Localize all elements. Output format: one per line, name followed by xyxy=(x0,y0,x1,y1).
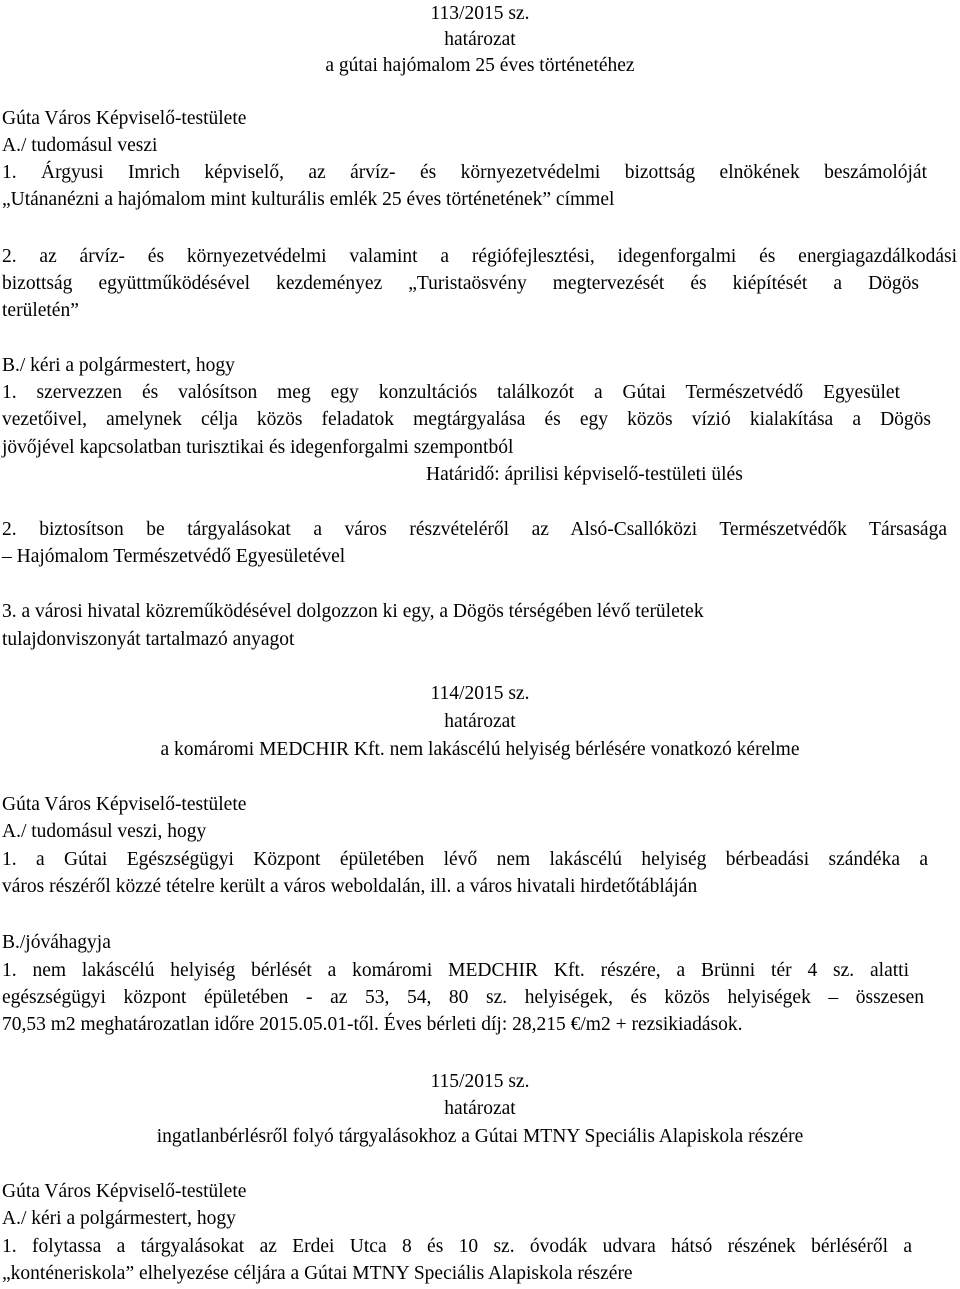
resolution-113-a1-line1: 1. Árgyusi Imrich képviselő, az árvíz- és környezetvédelmi bizottság elnökének beszámolóját xyxy=(2,162,927,183)
resolution-113-b1-line3: jövőjével kapcsolatban turisztikai és idegenforgalmi szempontból xyxy=(2,437,514,458)
resolution-113-b1-line2: vezetőivel, amelynek célja közös feladatok megtárgyalása és egy közös vízió kialakítása a Dögös xyxy=(2,409,931,430)
resolution-114-b1-line3: 70,53 m2 meghatározatlan időre 2015.05.01-től. Éves bérleti díj: 28,215 €/m2 + rezsikiadások. xyxy=(2,1014,743,1035)
resolution-114-type: határozat xyxy=(444,711,516,732)
resolution-113-b3-line1: 3. a városi hivatal közreműködésével dolgozzon ki egy, a Dögös térségében lévő területek xyxy=(2,601,704,622)
resolution-115-type: határozat xyxy=(444,1098,516,1119)
resolution-114-a1-line2: város részéről közzé tételre került a város weboldalán, ill. a város hivatali hirdetőtábláján xyxy=(2,876,698,897)
resolution-114-section-a: A./ tudomásul veszi, hogy xyxy=(2,821,207,842)
resolution-114-section-b: B./jóváhagyja xyxy=(2,932,111,953)
resolution-113-section-a: A./ tudomásul veszi xyxy=(2,135,158,156)
resolution-113-b3-line2: tulajdonviszonyát tartalmazó anyagot xyxy=(2,629,295,650)
resolution-113-type: határozat xyxy=(444,29,516,50)
resolution-113-a2-line3: területén” xyxy=(2,300,79,321)
resolution-113-a1-line2: „Utánanézni a hajómalom mint kulturális emlék 25 éves történetének” címmel xyxy=(2,189,615,210)
resolution-115-section-a: A./ kéri a polgármestert, hogy xyxy=(2,1208,236,1229)
resolution-113-deadline: Határidő: áprilisi képviselő-testületi ülés xyxy=(426,464,743,485)
resolution-113-section-b: B./ kéri a polgármestert, hogy xyxy=(2,355,235,376)
resolution-113-b2-line1: 2. biztosítson be tárgyalásokat a város részvételéről az Alsó-Csallóközi Természetvédők Társasága xyxy=(2,519,947,540)
resolution-114-subject: a komáromi MEDCHIR Kft. nem lakáscélú helyiség bérlésére vonatkozó kérelme xyxy=(160,739,800,760)
resolution-115-subject: ingatlanbérlésről folyó tárgyalásokhoz a Gútai MTNY Speciális Alapiskola részére xyxy=(156,1126,804,1147)
resolution-113-body: Gúta Város Képviselő-testülete xyxy=(2,108,247,129)
resolution-114-b1-line2: egészségügyi központ épületében - az 53, 54, 80 sz. helyiségek, és közös helyiségek – összesen xyxy=(2,987,924,1008)
resolution-113-b2-line2: – Hajómalom Természetvédő Egyesületével xyxy=(2,546,346,567)
resolution-115-a1-line1: 1. folytassa a tárgyalásokat az Erdei Utca 8 és 10 sz. óvodák udvara hátsó részének bérléséről a xyxy=(2,1236,912,1257)
resolution-113-number: 113/2015 sz. xyxy=(430,3,530,24)
resolution-114-number: 114/2015 sz. xyxy=(430,683,530,704)
resolution-114-a1-line1: 1. a Gútai Egészségügyi Központ épületében lévő nem lakáscélú helyiség bérbeadási szándéka a xyxy=(2,849,928,870)
resolution-113-subject: a gútai hajómalom 25 éves történetéhez xyxy=(325,55,635,76)
resolution-113-a2-line2: bizottság együttműködésével kezdeményez „Turistaösvény megtervezését és kiépítését a Dögös xyxy=(2,273,919,294)
resolution-114-body: Gúta Város Képviselő-testülete xyxy=(2,794,247,815)
resolution-115-number: 115/2015 sz. xyxy=(430,1071,530,1092)
resolution-114-b1-line1: 1. nem lakáscélú helyiség bérlését a komáromi MEDCHIR Kft. részére, a Brünni tér 4 sz. alatti xyxy=(2,960,909,981)
resolution-115-body: Gúta Város Képviselő-testülete xyxy=(2,1181,247,1202)
resolution-113-a2-line1: 2. az árvíz- és környezetvédelmi valamint a régiófejlesztési, idegenforgalmi és energiagazdálkodási xyxy=(2,246,957,267)
resolution-113-b1-line1: 1. szervezzen és valósítson meg egy konzultációs találkozót a Gútai Természetvédő Egyesület xyxy=(2,382,900,403)
resolution-115-a1-line2: „konténeriskola” elhelyezése céljára a Gútai MTNY Speciális Alapiskola részére xyxy=(2,1263,633,1284)
